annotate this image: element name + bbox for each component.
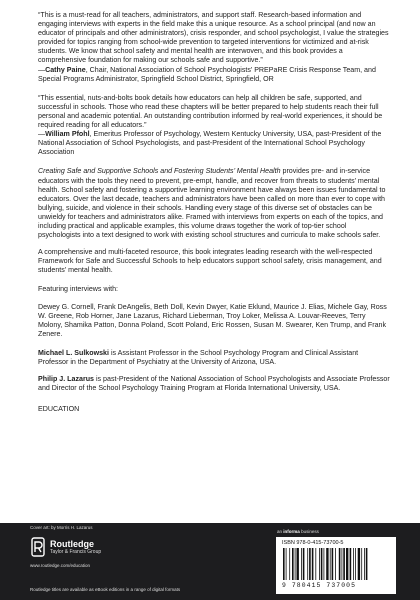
interviews-heading: Featuring interviews with: [38,285,119,294]
author-name-1: Michael L. Sulkowski [38,348,109,357]
subject-category: EDUCATION [38,405,80,414]
publisher-group: Taylor & Francis Group [50,549,102,555]
endorser-name-2: William Pfohl [45,130,90,139]
endorsement-attribution-2: —William Pfohl, Emeritus Professor of Psychology, Western Kentucky University, USA, past-President of the National Association of School Psychologists, and past-President of the International School Psychology Association [38,130,382,157]
book-description: Creating Safe and Supportive Schools and Fostering Students’ Mental Health provides pre- and in-service educators with the tools they need to prevent, pre-empt, handle, and recover from threats to students’ mental health. School safety and fostering a supportive learning environment have always been issues fundamental to educators. Over the last decade, teachers and administrators have been called on more than ever to cope with bullying, suicide, and violence in their schools. Handling every stage of this diverse set of obstacles can be unwieldy for teachers and administrators alike. Framed with interviews from experts on each of the topics, and including practical and applicable examples, this volume draws together the work of top-tier school psychologists into a text designed to work with existing school structures and curricula to make schools safer. [38,167,386,240]
publisher-url: www.routledge.com/education [30,563,91,568]
book-title: Creating Safe and Supportive Schools and Fostering Students’ Mental Health [38,167,281,176]
interviews-list: Dewey G. Cornell, Frank DeAngelis, Beth Doll, Kevin Dwyer, Katie Eklund, Maurice J. Elias, Michele Gay, Ross W. Greene, Rob Horner, Jane Lazarus, Richard Lieberman, Troy Loker, Melissa A. Louvar-Reeves, Terry Molony, Shamika Patton, Donna Poland, Scott Poland, Eric Rossen, Susan M. Swearer, Ken Trump, and Frank Zenere. [38,302,387,338]
publisher-logo [30,537,101,557]
author-bio-1: Michael L. Sulkowski is Assistant Professor in the School Psychology Program and Clinical Assistant Professor in the Department of Psychiatry at the University of Arizona, USA. [38,348,359,366]
isbn-label: ISBN 978-0-415-73700-5 [282,540,344,546]
book-description-2: A comprehensive and multi-faceted resource, this book integrates leading research with the well-respected Framework for Safe and Successful Schools to help educators support school safety, crisis management, and students’ mental health. [38,248,382,275]
endorsement-quote-1: “This is a must-read for all teachers, administrators, and support staff. Research-based information and engaging interviews with experts in the field make this a unique resource. As a school principal (and now an educator of principals and other administrators), crisis responder, and school psychologist, I value the strategies provided for topics ranging from school-wide prevention to targeted interventions for victimized and at-risk students. We know that school safety and mental health are interwoven, and this book provides a comprehensive foundation for making our schools safe and supportive.” [38,11,389,65]
author-bio-2: Philip J. Lazarus is past-President of the National Association of School Psychologists and Associate Professor and Director of the School Psychology Training Program at Florida International University, USA. [38,375,390,393]
barcode-panel [276,537,396,594]
publisher-footer [0,523,420,600]
back-cover-text [38,11,390,422]
cover-art-credit: Cover art: by Morris H. Lazarus [30,525,93,530]
barcode-number: 9 780415 737005 [282,582,357,589]
publisher-name: Routledge [50,539,94,549]
ebook-note: Routledge titles are available as eBook editions in a range of digital formats [30,587,181,592]
endorsement-attribution-1: —Cathy Paine, Chair, National Association of School Psychologists’ PREPaRE Crisis Response Team, and Special Programs Administrator, Springfield School District, Springfield, OR [38,65,376,83]
endorser-name-1: Cathy Paine [45,65,86,74]
author-name-2: Philip J. Lazarus [38,375,94,384]
routledge-logo-icon [30,537,46,557]
barcode-icon [282,548,390,580]
informa-business-label: an informa business [277,529,319,534]
endorsement-quote-2: “This essential, nuts-and-bolts book details how educators can help all children be safe, supported, and successful in schools. Those who read these chapters will be better prepared to help students reach their full personal and academic potential. An outstanding contribution informed by real-world experiences, it should be required reading for all educators.” [38,93,383,130]
